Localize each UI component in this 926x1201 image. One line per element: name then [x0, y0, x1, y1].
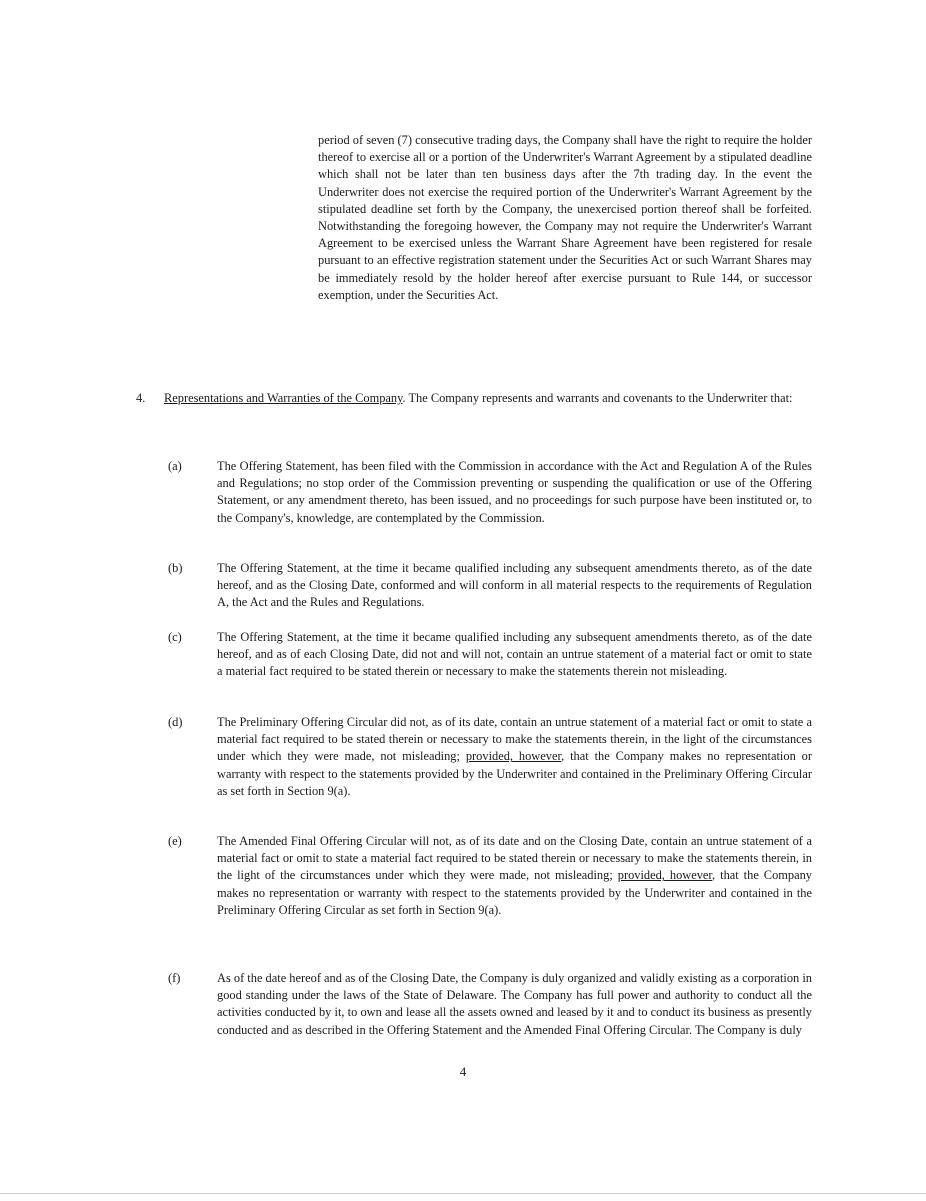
- clause-d: [168, 714, 812, 800]
- proviso-underlined: provided, however: [617, 868, 713, 883]
- clause-text: [217, 714, 812, 800]
- page-number: 4: [459, 1064, 467, 1079]
- clause-label: (b): [168, 561, 183, 575]
- clause-label: (f): [168, 971, 181, 985]
- proviso-underlined: provided, however: [465, 749, 562, 764]
- section-number: 4.: [136, 391, 146, 405]
- clause-text-end: , that the Company makes no representation or warranty with respect to the statements provided by the Underwriter and contained in the Preliminary Offering Circular as set forth in Section 9(a).: [217, 749, 812, 798]
- clause-text: As of the date hereof and as of the Closing Date, the Company is duly organized and validly existing as a corporation in good standing under the laws of the State of Delaware. The Company has full power and authority to conduct all the activities conducted by it, to own and lease all the assets owned and leased by it and to conduct its business as presently conducted and as described in the Offering Statement and the Amended Final Offering Circular. The Company is duly: [217, 971, 812, 1037]
- clause-label: (a): [168, 459, 182, 473]
- clause-text: The Offering Statement, at the time it became qualified including any subsequent amendments thereto, as of the date hereof, and as the Closing Date, conformed and will conform in all material respects to the requirements of Regulation A, the Act and the Rules and Regulations.: [217, 561, 812, 610]
- clause-text-start: The Preliminary Offering Circular did not, as of its date, contain an untrue statement of a material fact or omit to state a material fact required to be stated therein or necessary to make the statements therein, in the light of the circumstances under which they were made, not misleading;: [217, 715, 812, 764]
- section-4: [136, 390, 812, 407]
- clause-label: (c): [168, 630, 182, 644]
- section-heading: Representations and Warranties of the Company: [164, 391, 403, 405]
- bottom-rule: [0, 1193, 926, 1194]
- section-intro: [164, 390, 812, 407]
- clause-f: [168, 970, 812, 1039]
- clause-label: (d): [168, 715, 183, 729]
- clause-c: [168, 629, 812, 681]
- clause-text: [217, 833, 812, 919]
- clause-text: The Offering Statement, has been filed with the Commission in accordance with the Act and Regulation A of the Rules and Regulations; no stop order of the Commission preventing or suspending the qualification or use of the Offering Statement, or any amendment thereto, has been issued, and no proceedings for such purpose have been instituted or, to the Company's, knowledge, are contemplated by the Commission.: [217, 459, 812, 525]
- clause-e: [168, 833, 812, 919]
- continuation-paragraph: period of seven (7) consecutive trading days, the Company shall have the right to require the holder thereof to exercise all or a portion of the Underwriter's Warrant Agreement by a stipulated deadline which shall not be later than ten business days after the 7th trading day. In the event the Underwriter does not exercise the required portion of the Underwriter's Warrant Agreement by the stipulated deadline set forth by the Company, the unexercised portion thereof shall be forfeited. Notwithstanding the foregoing however, the Company may not require the Underwriter's Warrant Agreement to be exercised unless the Warrant Share Agreement have been registered for resale pursuant to an effective registration statement under the Securities Act or such Warrant Shares may be immediately resold by the holder hereof after exercise pursuant to Rule 144, or successor exemption, under the Securities Act.: [318, 133, 812, 302]
- clause-text-start: The Amended Final Offering Circular will not, as of its date and on the Closing Date, contain an untrue statement of a material fact or omit to state a material fact required to be stated therein or necessary to make the statements therein, in the light of the circumstances under which they were made, not misleading;: [217, 834, 812, 883]
- section-intro-text: . The Company represents and warrants and covenants to the Underwriter that:: [402, 391, 793, 405]
- clause-b: [168, 560, 812, 612]
- clause-text-end: , that the Company makes no representation or warranty with respect to the statements provided by the Underwriter and contained in the Preliminary Offering Circular as set forth in Section 9(a).: [217, 868, 812, 917]
- clause-a: [168, 458, 812, 527]
- clause-text: The Offering Statement, at the time it became qualified including any subsequent amendments thereto, as of the date hereof, and as of each Closing Date, did not and will not, contain an untrue statement of a material fact or omit to state a material fact required to be stated therein or necessary to make the statements therein not misleading.: [217, 630, 812, 679]
- clause-label: (e): [168, 834, 182, 848]
